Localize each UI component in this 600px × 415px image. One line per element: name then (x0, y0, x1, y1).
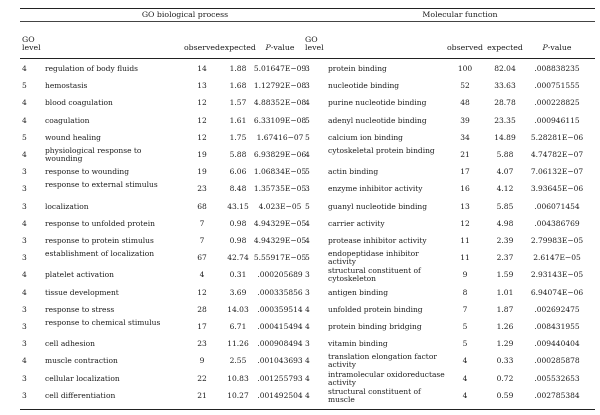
cell-r-p: .000285878 (534, 356, 580, 366)
cell-r-term: adenyl nucleotide binding (328, 115, 427, 125)
cell-l-p: .000335856 (257, 287, 303, 297)
cell-r-level: 4 (305, 236, 310, 245)
cell-l-p: 4.88352E−08 (253, 98, 307, 108)
cell-l-term: response to wounding (45, 167, 130, 177)
cell-r-exp: 33.63 (494, 81, 516, 91)
cell-r-p: .006071454 (534, 201, 580, 211)
cell-l-term: response to unfolded protein (45, 218, 155, 228)
cell-r-p: .000228825 (534, 98, 580, 108)
group-right-rule (303, 21, 595, 22)
cell-r-level: 4 (305, 322, 310, 331)
cell-r-term: vitamin binding (328, 339, 388, 349)
cell-r-level: 3 (305, 81, 310, 91)
cell-r-p: .002692475 (534, 304, 580, 314)
cell-l-level: 3 (22, 304, 27, 314)
cell-l-term: wound healing (45, 132, 101, 142)
cell-l-obs: 23 (197, 339, 207, 349)
cell-r-p: 5.28281E−06 (530, 132, 584, 142)
go-level-word-right: GO (305, 35, 318, 44)
cell-l-term: hemostasis (45, 81, 88, 91)
cell-r-term: guanyl nucleotide binding (328, 201, 428, 211)
right-go-level-header (305, 36, 325, 52)
cell-l-level: 3 (22, 373, 27, 383)
cell-r-term: translation elongation factor activity (328, 352, 437, 370)
cell-r-p: 3.93645E−06 (530, 184, 584, 194)
cell-l-obs: 4 (199, 270, 205, 280)
cell-r-obs: 4 (462, 390, 468, 400)
cell-r-obs: 4 (462, 373, 468, 383)
cell-l-level: 5 (22, 132, 27, 142)
cell-l-term: regulation of body fluids (45, 64, 138, 73)
cell-l-term: response to protein stimulus (45, 236, 154, 245)
cell-l-term: cellular localization (45, 373, 120, 383)
pvalue-rest-right: -value (547, 43, 572, 52)
cell-l-obs: 19 (197, 167, 207, 177)
cell-r-exp: 28.78 (494, 98, 516, 108)
cell-l-p: .000415494 (257, 322, 303, 331)
cell-l-level: 3 (22, 253, 27, 263)
cell-r-obs: 5 (462, 339, 468, 349)
right-group-header: Molecular function (422, 10, 498, 19)
cell-r-obs: 34 (460, 132, 470, 142)
cell-r-level: 4 (305, 356, 310, 366)
cell-l-exp: 0.98 (229, 218, 247, 228)
cell-l-obs: 12 (197, 287, 207, 297)
cell-r-p: 2.79983E−05 (530, 236, 584, 245)
cell-l-exp: 6.06 (229, 167, 247, 177)
cell-l-p: .000359514 (257, 304, 303, 314)
bottom-rule (20, 409, 595, 410)
cell-r-level: 5 (305, 132, 310, 142)
cell-l-obs: 21 (197, 390, 207, 400)
cell-l-level: 3 (22, 167, 27, 177)
cell-r-level: 3 (305, 339, 310, 349)
cell-l-level: 3 (22, 322, 27, 331)
cell-r-term: actin binding (328, 167, 379, 177)
cell-r-exp: 23.35 (494, 115, 516, 125)
cell-l-exp: 0.31 (229, 270, 247, 280)
cell-l-level: 4 (22, 115, 27, 125)
cell-r-term: protein binding (328, 64, 387, 73)
cell-r-level: 3 (305, 270, 310, 280)
cell-l-level: 4 (22, 150, 27, 159)
cell-r-obs: 9 (462, 270, 468, 280)
cell-r-exp: 0.72 (496, 373, 514, 383)
cell-l-p: 1.35735E−05 (253, 184, 307, 194)
cell-l-exp: 1.88 (229, 64, 247, 73)
cell-r-term: protease inhibitor activity (328, 236, 427, 245)
cell-r-exp: 2.39 (496, 236, 514, 245)
cell-r-obs: 48 (460, 98, 470, 108)
cell-l-term: platelet activation (45, 270, 114, 280)
cell-l-term: response to chemical stimulus (45, 318, 161, 327)
cell-l-p: 4.023E−05 (258, 201, 302, 211)
cell-l-term: coagulation (45, 115, 90, 125)
cell-r-level: 5 (305, 201, 310, 211)
cell-l-p: 6.93829E−06 (253, 150, 307, 159)
cell-r-term: carrier activity (328, 218, 385, 228)
cell-l-p: 5.55917E−05 (253, 253, 307, 263)
cell-r-level: 4 (305, 98, 310, 108)
level-word: level (22, 43, 41, 52)
group-left-rule (20, 21, 310, 22)
cell-l-exp: 1.75 (229, 132, 247, 142)
cell-r-exp: 4.98 (496, 218, 514, 228)
cell-l-obs: 12 (197, 115, 207, 125)
pvalue-p: P (265, 43, 271, 52)
cell-r-exp: 5.88 (496, 150, 514, 159)
cell-l-exp: 1.68 (229, 81, 247, 91)
cell-l-obs: 13 (197, 81, 207, 91)
cell-l-exp: 11.26 (227, 339, 249, 349)
cell-l-p: .001255793 (257, 373, 303, 383)
cell-r-p: 2.93143E−05 (530, 270, 584, 280)
cell-r-p: .000751555 (534, 81, 580, 91)
cell-l-level: 4 (22, 98, 27, 108)
cell-l-obs: 17 (197, 322, 207, 331)
cell-r-p: 4.74782E−07 (530, 150, 584, 159)
cell-r-obs: 17 (460, 167, 470, 177)
left-go-level-header (22, 36, 42, 52)
cell-r-level: 3 (305, 287, 310, 297)
cell-r-exp: 0.59 (496, 390, 514, 400)
cell-r-p: .009440404 (534, 339, 580, 349)
left-expected-header: expected (220, 43, 256, 52)
left-pvalue-header (250, 44, 310, 52)
cell-l-exp: 8.48 (229, 184, 247, 194)
cell-r-exp: 1.29 (496, 339, 514, 349)
cell-r-term: intramolecular oxidoreductase activity (328, 369, 445, 387)
cell-r-obs: 7 (462, 304, 468, 314)
cell-l-term: response to stress (45, 304, 115, 314)
right-observed-header: observed (446, 43, 484, 52)
cell-r-p: 7.06132E−07 (530, 167, 584, 177)
cell-l-exp: 6.71 (229, 322, 247, 331)
cell-l-exp: 0.98 (229, 236, 247, 245)
cell-l-obs: 28 (197, 304, 207, 314)
cell-l-obs: 7 (199, 218, 205, 228)
cell-l-term: cell adhesion (45, 339, 95, 349)
cell-r-level: 4 (305, 390, 310, 400)
cell-r-obs: 11 (460, 253, 470, 263)
cell-l-exp: 1.61 (229, 115, 247, 125)
cell-l-exp: 43.15 (227, 201, 249, 211)
cell-r-level: 3 (305, 64, 310, 73)
cell-r-exp: 2.37 (496, 253, 514, 263)
cell-l-p: 1.12792E−08 (253, 81, 307, 91)
cell-l-exp: 5.88 (229, 150, 247, 159)
cell-l-level: 4 (22, 64, 27, 73)
cell-r-p: .000946115 (534, 115, 580, 125)
cell-r-obs: 4 (462, 356, 468, 366)
cell-r-level: 5 (305, 253, 310, 263)
cell-r-exp: 14.89 (494, 132, 516, 142)
cell-r-exp: 82.04 (494, 64, 516, 73)
cell-r-obs: 21 (460, 150, 470, 159)
cell-l-term: establishment of localization (45, 249, 155, 259)
cell-r-exp: 1.01 (496, 287, 514, 297)
cell-l-term: response to external stimulus (45, 180, 158, 190)
cell-r-level: 5 (305, 167, 310, 177)
cell-r-p: .008431955 (534, 322, 580, 331)
cell-r-p: 2.6147E−05 (533, 253, 581, 263)
cell-r-level: 5 (305, 115, 310, 125)
cell-r-exp: 1.26 (496, 322, 514, 331)
cell-l-level: 4 (22, 356, 27, 366)
cell-r-term: endopeptidase inhibitor activity (328, 249, 419, 267)
pvalue-p-right: P (542, 43, 548, 52)
cell-l-p: .001492504 (257, 390, 303, 400)
cell-l-obs: 23 (197, 184, 207, 194)
cell-l-level: 5 (22, 81, 27, 91)
cell-r-obs: 52 (460, 81, 470, 91)
cell-r-exp: 4.07 (496, 167, 514, 177)
cell-r-level: 3 (305, 184, 310, 194)
cell-l-level: 3 (22, 236, 27, 245)
cell-l-obs: 68 (197, 201, 207, 211)
cell-l-p: .000908494 (257, 339, 303, 349)
cell-r-term: protein binding bridging (328, 322, 422, 331)
left-group-header: GO biological process (141, 10, 229, 19)
cell-l-term: localization (45, 201, 89, 211)
cell-l-level: 3 (22, 184, 27, 194)
cell-l-p: 4.94329E−05 (253, 236, 307, 245)
cell-r-obs: 100 (457, 64, 473, 73)
left-observed-header: observed (183, 43, 221, 52)
cell-l-level: 3 (22, 201, 27, 211)
cell-r-term: nucleotide binding (328, 81, 400, 91)
cell-r-level: 4 (305, 373, 310, 383)
level-word-right: level (305, 43, 324, 52)
header-rule (20, 58, 595, 59)
cell-r-term: enzyme inhibitor activity (328, 184, 423, 194)
right-pvalue-header (527, 44, 587, 52)
cell-l-obs: 14 (197, 64, 207, 73)
cell-l-obs: 7 (199, 236, 205, 245)
cell-r-term: unfolded protein binding (328, 304, 423, 314)
cell-l-p: 4.94329E−05 (253, 218, 307, 228)
cell-l-term: muscle contraction (45, 356, 118, 366)
cell-r-obs: 16 (460, 184, 470, 194)
cell-r-term: structural constituent of muscle (328, 386, 421, 404)
cell-l-obs: 67 (197, 253, 207, 263)
cell-r-term: purine nucleotide binding (328, 98, 427, 108)
pvalue-rest: -value (270, 43, 295, 52)
cell-l-p: .001043693 (257, 356, 303, 366)
cell-l-term: physiological response to wounding (45, 146, 142, 163)
cell-r-level: 4 (305, 218, 310, 228)
cell-l-obs: 19 (197, 150, 207, 159)
cell-l-term: blood coagulation (45, 98, 113, 108)
cell-l-p: 5.01647E−09 (253, 64, 307, 73)
cell-r-exp: 1.87 (496, 304, 514, 314)
cell-r-obs: 8 (462, 287, 468, 297)
cell-r-exp: 4.12 (496, 184, 514, 194)
cell-r-obs: 39 (460, 115, 470, 125)
cell-l-exp: 1.57 (229, 98, 247, 108)
cell-l-exp: 14.03 (227, 304, 249, 314)
cell-l-p: 6.33109E−08 (253, 115, 307, 125)
cell-r-obs: 11 (460, 236, 470, 245)
cell-l-p: 1.06834E−05 (253, 167, 307, 177)
cell-r-exp: 5.85 (496, 201, 514, 211)
cell-r-p: .005532653 (534, 373, 580, 383)
cell-r-term: cytoskeletal protein binding (328, 146, 435, 155)
cell-l-term: cell differentiation (45, 390, 116, 400)
cell-l-obs: 12 (197, 132, 207, 142)
cell-l-term: tissue development (45, 287, 119, 297)
cell-l-level: 4 (22, 287, 27, 297)
cell-r-term: antigen binding (328, 287, 389, 297)
cell-r-term: structural constituent of cytoskeleton (328, 266, 421, 284)
go-level-word: GO (22, 35, 35, 44)
cell-l-level: 4 (22, 270, 27, 280)
cell-r-obs: 5 (462, 322, 468, 331)
cell-r-level: 4 (305, 150, 310, 159)
cell-l-obs: 22 (197, 373, 207, 383)
cell-r-exp: 1.59 (496, 270, 514, 280)
cell-l-level: 3 (22, 390, 27, 400)
cell-r-p: .008838235 (534, 64, 580, 73)
cell-l-exp: 10.27 (227, 390, 249, 400)
cell-l-exp: 10.83 (227, 373, 249, 383)
cell-l-obs: 12 (197, 98, 207, 108)
cell-l-obs: 9 (199, 356, 205, 366)
top-rule (20, 8, 595, 9)
cell-l-p: .000205689 (257, 270, 303, 280)
cell-l-exp: 42.74 (227, 253, 249, 263)
cell-r-obs: 12 (460, 218, 470, 228)
cell-r-p: .004386769 (534, 218, 580, 228)
cell-r-term: calcium ion binding (328, 132, 403, 142)
cell-r-exp: 0.33 (496, 356, 514, 366)
cell-r-p: .002785384 (534, 390, 580, 400)
cell-l-exp: 3.69 (229, 287, 247, 297)
cell-r-level: 4 (305, 304, 310, 314)
cell-r-obs: 13 (460, 201, 470, 211)
cell-l-p: 1.67416−07 (256, 132, 304, 142)
right-expected-header: expected (487, 43, 523, 52)
cell-l-level: 3 (22, 339, 27, 349)
cell-l-exp: 2.55 (229, 356, 247, 366)
cell-r-p: 6.94074E−06 (530, 287, 584, 297)
cell-l-level: 4 (22, 218, 27, 228)
